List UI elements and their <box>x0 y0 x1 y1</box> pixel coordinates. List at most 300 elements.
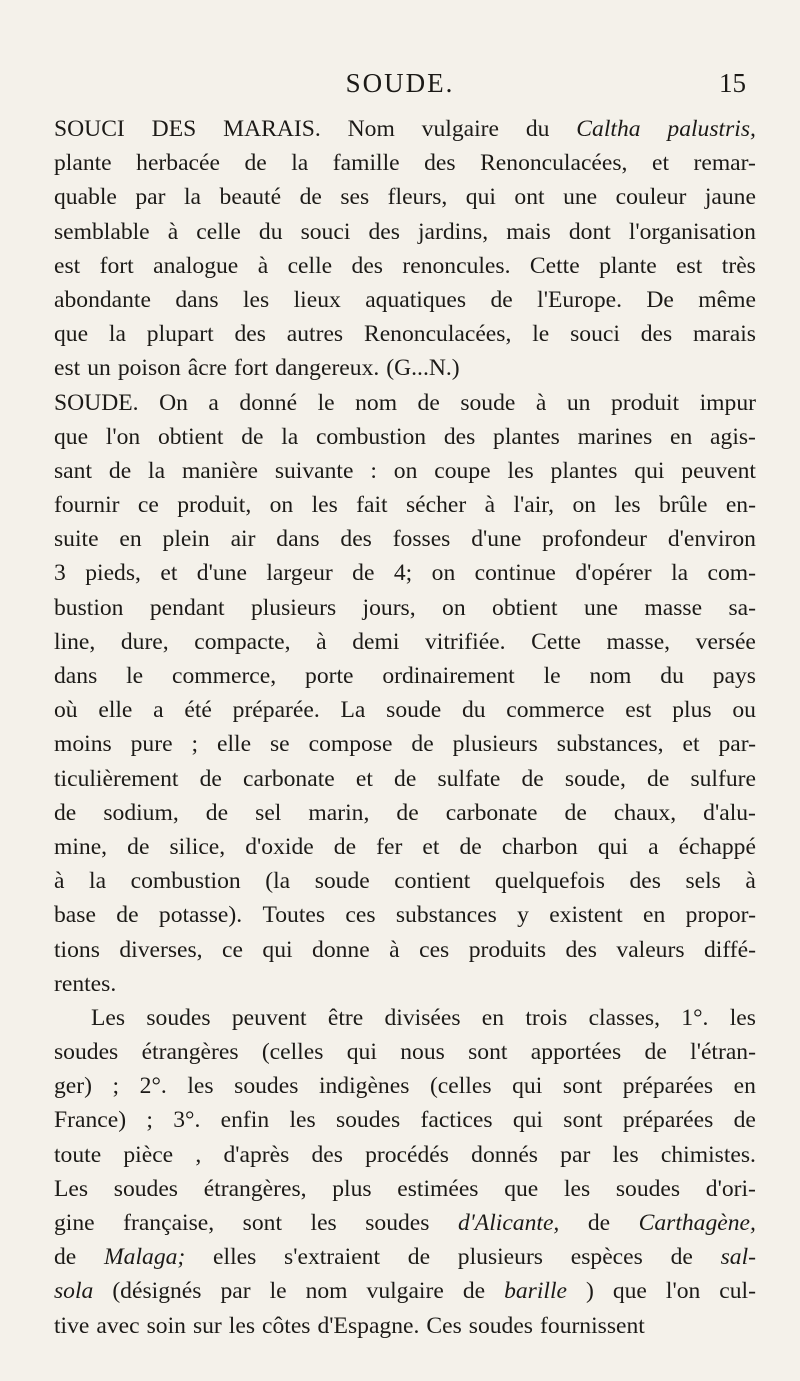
word: en <box>643 902 666 929</box>
word: soudes <box>54 1039 119 1066</box>
word: rentes. <box>54 970 117 997</box>
word: donné <box>239 389 298 416</box>
word: (celles <box>429 1073 492 1100</box>
text-line <box>54 591 756 625</box>
word: charbon <box>501 833 578 860</box>
word: plante <box>54 150 112 177</box>
word: donne <box>312 936 370 963</box>
word: elles <box>213 1244 257 1271</box>
word: la <box>671 560 689 587</box>
word: en <box>733 1073 756 1100</box>
text-line <box>54 659 756 693</box>
word: on <box>572 492 597 519</box>
word: Toutes <box>262 902 326 929</box>
word: des <box>234 321 266 348</box>
word: Malaga; <box>104 1244 186 1271</box>
text-line <box>54 488 756 522</box>
word: que <box>504 1175 539 1202</box>
word: lieux <box>293 286 341 313</box>
word: très <box>721 252 756 279</box>
word: de <box>396 799 419 826</box>
word: et <box>682 731 700 758</box>
word: pays <box>712 663 756 689</box>
text-line <box>54 1206 756 1240</box>
word: le <box>126 663 144 689</box>
word: jours, <box>362 594 416 621</box>
word: ce <box>222 936 243 963</box>
word: Carthagène, <box>638 1210 756 1236</box>
word: l'on <box>105 423 141 450</box>
word: un <box>87 355 111 382</box>
word: l'Europe. <box>537 286 622 313</box>
word: les <box>729 1004 756 1031</box>
text-line <box>54 693 756 727</box>
word: fournir <box>54 492 120 519</box>
word: base <box>54 902 96 929</box>
word: soude, <box>564 765 626 792</box>
page-number: 15 <box>719 68 746 98</box>
word: de <box>54 1244 77 1271</box>
word: substances <box>395 902 497 929</box>
text-line <box>54 1240 756 1274</box>
word: sal- <box>720 1244 756 1271</box>
word: est <box>625 697 652 724</box>
word: souci <box>300 218 351 245</box>
text-line <box>54 967 756 1001</box>
word: marines <box>577 423 653 450</box>
word: de <box>564 799 587 826</box>
word: obtient <box>157 423 224 450</box>
word: propor- <box>685 902 756 929</box>
word: sels <box>685 868 721 895</box>
word: s'extraient <box>284 1244 381 1271</box>
word: De <box>646 286 674 313</box>
word: plante <box>599 252 657 279</box>
word: largeur <box>266 560 333 587</box>
word: dont <box>568 218 611 245</box>
word: du <box>258 218 283 245</box>
text-line <box>54 1103 756 1137</box>
word: nom <box>355 389 398 416</box>
word: et <box>160 560 178 587</box>
word: le <box>543 663 561 689</box>
word: à <box>54 868 65 895</box>
word: 2°. <box>139 1073 167 1100</box>
word: soudes <box>113 1175 178 1202</box>
page-header <box>0 68 800 108</box>
word: de <box>127 833 150 860</box>
word: par <box>560 1141 591 1168</box>
word: moins <box>54 731 112 758</box>
text-line <box>54 864 756 898</box>
text-line <box>54 1138 756 1172</box>
word: versée <box>695 628 756 655</box>
word: Caltha <box>576 116 641 142</box>
word: abondante <box>54 286 151 313</box>
word: a <box>153 697 164 724</box>
word: combustion <box>130 868 241 895</box>
word: : <box>370 457 377 484</box>
body-text <box>54 112 756 1343</box>
word: la <box>108 321 126 348</box>
word: existent <box>549 902 623 929</box>
word: air <box>230 526 256 553</box>
word: manière <box>181 457 258 484</box>
word: d'alu- <box>703 799 756 826</box>
word: sant <box>54 457 93 484</box>
word: DES <box>151 116 197 142</box>
word: apportées <box>530 1039 622 1066</box>
text-line <box>54 351 756 385</box>
word: être <box>327 1004 364 1031</box>
word: remar- <box>693 150 756 177</box>
word: des <box>368 218 400 245</box>
word: barille <box>504 1278 567 1305</box>
word: la <box>184 184 202 211</box>
word: le <box>317 389 335 416</box>
word: indigènes <box>318 1073 410 1100</box>
word: commerce, <box>172 663 277 689</box>
word: sola <box>54 1278 94 1305</box>
word: des <box>311 1141 343 1168</box>
word: Nom <box>347 116 395 142</box>
word: agis- <box>710 423 756 450</box>
word: souci <box>570 321 620 348</box>
word: de <box>587 1210 611 1236</box>
word: dans <box>276 526 320 553</box>
word: de <box>241 423 264 450</box>
word: carbonate <box>445 799 538 826</box>
word: fort <box>99 252 134 279</box>
word: à <box>535 389 547 416</box>
word: est <box>676 252 703 279</box>
word: de <box>521 765 544 792</box>
word: ces <box>419 936 450 963</box>
word: toute <box>54 1141 102 1168</box>
word: y <box>517 902 529 929</box>
word: les <box>243 286 270 313</box>
text-line <box>54 249 756 283</box>
word: on <box>431 560 456 587</box>
word: de <box>462 1278 486 1305</box>
word: sulfure <box>690 765 756 792</box>
word: fort <box>234 355 269 382</box>
word: préparée. <box>232 697 320 724</box>
word: on <box>393 457 418 484</box>
word: de <box>299 184 322 211</box>
word: commerce <box>506 697 605 724</box>
word: sel <box>255 799 282 826</box>
word: ; <box>191 731 199 758</box>
word: factices <box>420 1107 493 1134</box>
word: 1°. <box>681 1004 709 1031</box>
text-line <box>54 317 756 351</box>
word: qui <box>512 1073 543 1100</box>
word: ses <box>340 184 370 211</box>
word: et <box>355 765 373 792</box>
word: mine, <box>54 833 108 860</box>
word: la <box>281 423 299 450</box>
word: valeurs <box>616 936 685 963</box>
word: fournissent <box>540 1312 645 1339</box>
word: , <box>195 1141 202 1168</box>
word: du <box>660 663 684 689</box>
word: à <box>484 492 496 519</box>
word: demi <box>352 628 400 655</box>
word: coupe <box>434 457 491 484</box>
word: quelquefois <box>494 868 605 895</box>
word: (G...N.) <box>386 355 460 382</box>
word: en <box>670 423 693 450</box>
word: soudes <box>365 1210 430 1236</box>
word: sont <box>563 1107 603 1134</box>
word: pure <box>130 731 173 758</box>
word: les <box>228 1312 256 1339</box>
word: de <box>644 1039 667 1066</box>
word: de <box>459 833 482 860</box>
word: dans <box>175 286 219 313</box>
word: nom <box>305 1278 348 1305</box>
text-line <box>54 556 756 590</box>
word: d'ori- <box>705 1175 756 1202</box>
word: Renonculacées, <box>480 150 628 177</box>
word: les <box>614 492 641 519</box>
word: à <box>257 252 269 279</box>
word: été <box>184 697 212 724</box>
word: jaune <box>704 184 756 211</box>
word: quable <box>54 184 117 211</box>
word: ticulièrement <box>54 765 179 792</box>
word: plusieurs <box>457 1244 543 1271</box>
word: line, <box>54 628 96 655</box>
text-line <box>54 625 756 659</box>
word: en <box>481 1004 505 1031</box>
text-line <box>54 215 756 249</box>
word: l'organisation <box>628 218 756 245</box>
word: celle <box>196 218 241 245</box>
word: dure, <box>120 628 169 655</box>
word: l'air, <box>513 492 555 519</box>
word: on <box>269 492 294 519</box>
word: soudes <box>335 1107 401 1134</box>
text-line <box>54 933 756 967</box>
word: de <box>733 1107 756 1134</box>
word: brûle <box>658 492 708 519</box>
word: qui <box>262 936 293 963</box>
word: substances, <box>556 731 664 758</box>
text-line <box>54 1035 756 1069</box>
word: palustris, <box>667 116 756 142</box>
word: nous <box>400 1039 445 1066</box>
word: diffé- <box>703 936 756 963</box>
word: de <box>199 765 222 792</box>
word: étrangères <box>141 1039 239 1066</box>
word: On <box>159 389 188 416</box>
word: de <box>333 833 357 860</box>
word: qui <box>512 1107 543 1134</box>
word: compose <box>308 731 393 758</box>
word: la <box>291 150 309 177</box>
word: France) <box>54 1107 127 1134</box>
word: continue <box>474 560 556 587</box>
word: plantes <box>493 423 560 450</box>
word: soin <box>146 1312 186 1339</box>
word: (désignés <box>112 1278 202 1305</box>
word: en <box>119 526 142 553</box>
word: par <box>135 184 166 211</box>
word: plusieurs <box>250 594 337 621</box>
word: 4; <box>393 560 413 587</box>
word: française, <box>123 1210 215 1236</box>
word: fleurs, <box>387 184 448 211</box>
word: Renonculacées, <box>363 321 512 348</box>
word: Ces <box>426 1312 462 1339</box>
text-line <box>54 1274 756 1308</box>
word: estimées <box>397 1175 479 1202</box>
word: d'opérer <box>575 560 652 587</box>
word: la <box>148 457 166 484</box>
word: et <box>422 833 440 860</box>
word: l'on <box>665 1278 701 1305</box>
word: classes, <box>588 1004 660 1031</box>
word: chimistes. <box>660 1141 756 1168</box>
word: La <box>340 697 366 724</box>
word: plus <box>672 697 712 724</box>
word: étrangères, <box>203 1175 307 1202</box>
word: plus <box>332 1175 372 1202</box>
text-line <box>54 454 756 488</box>
word: semblable <box>54 218 150 245</box>
word: à <box>167 218 179 245</box>
word: les <box>187 1073 214 1100</box>
word: que <box>612 1278 647 1305</box>
word: une <box>563 184 598 211</box>
word: SOUDE. <box>54 389 139 416</box>
word: nom <box>589 663 632 689</box>
word: sulfate <box>437 765 501 792</box>
word: produits <box>468 936 547 963</box>
word: ) <box>585 1278 594 1305</box>
word: celle <box>287 252 333 279</box>
word: fer <box>376 833 403 860</box>
word: Les <box>54 1175 89 1202</box>
word: de <box>244 150 267 177</box>
word: vulgaire <box>366 1278 444 1305</box>
word: plantes <box>550 457 618 484</box>
word: tive <box>54 1312 90 1339</box>
word: enfin <box>220 1107 270 1134</box>
running-title: SOUDE. <box>345 68 455 98</box>
word: les <box>311 492 338 519</box>
word: ce <box>137 492 159 519</box>
word: des <box>443 423 476 450</box>
word: soudes <box>468 1312 533 1339</box>
word: des <box>424 150 456 177</box>
word: carbonate <box>243 765 335 792</box>
text-line <box>54 146 756 180</box>
word: ger) <box>54 1073 92 1100</box>
word: une <box>583 594 619 621</box>
word: à <box>745 868 756 895</box>
word: dangereux. <box>275 355 380 382</box>
word: vulgaire <box>421 116 499 142</box>
word: âcre <box>187 355 228 382</box>
word: SOUCI <box>54 116 125 142</box>
word: de <box>352 560 375 587</box>
word: espèces <box>570 1244 643 1271</box>
word: à <box>389 936 400 963</box>
text-line <box>54 522 756 556</box>
word: marais <box>693 321 756 348</box>
word: d'oxide <box>245 833 314 860</box>
text-line <box>54 1309 756 1343</box>
word: de <box>205 799 229 826</box>
word: à <box>316 628 327 655</box>
word: plusieurs <box>452 731 538 758</box>
word: de <box>490 286 513 313</box>
word: où <box>54 697 78 724</box>
word: produit <box>610 389 680 416</box>
word: des <box>629 868 661 895</box>
word: que <box>54 321 89 348</box>
word: le <box>269 1278 287 1305</box>
word: par- <box>718 731 756 758</box>
word: est <box>54 355 81 382</box>
word: pendant <box>149 594 225 621</box>
word: plein <box>162 526 210 553</box>
word: de <box>647 765 670 792</box>
word: analogue <box>153 252 239 279</box>
text-line <box>54 762 756 796</box>
word: sur <box>192 1312 222 1339</box>
word: tions <box>54 936 100 963</box>
word: du <box>525 116 550 142</box>
text-line <box>54 830 756 864</box>
word: de <box>116 902 139 929</box>
word: ont <box>514 184 545 211</box>
word: des <box>640 321 673 348</box>
word: ; <box>146 1107 153 1134</box>
word: diverses, <box>119 936 203 963</box>
word: ordinairement <box>382 663 515 689</box>
word: a <box>648 833 659 860</box>
text-line <box>54 180 756 214</box>
word: couleur <box>615 184 687 211</box>
word: com- <box>707 560 756 587</box>
word: du <box>461 697 486 724</box>
word: avec <box>96 1312 140 1339</box>
word: Cette <box>529 252 580 279</box>
word: Cette <box>531 628 581 655</box>
word: combustion <box>316 423 427 450</box>
text-line <box>54 386 756 420</box>
word: que <box>54 423 89 450</box>
text-line <box>54 1001 756 1035</box>
word: par <box>220 1278 251 1305</box>
word: profondeur <box>542 526 647 553</box>
word: les <box>563 1175 591 1202</box>
word: des <box>565 936 597 963</box>
word: peuvent <box>681 457 756 484</box>
word: côtes <box>262 1312 311 1339</box>
word: renoncules. <box>402 252 511 279</box>
text-line <box>54 1069 756 1103</box>
word: jardins, <box>418 218 489 245</box>
word: pièce <box>123 1141 174 1168</box>
word: sécher <box>405 492 467 519</box>
word: contient <box>394 868 471 895</box>
word: obtient <box>492 594 558 621</box>
